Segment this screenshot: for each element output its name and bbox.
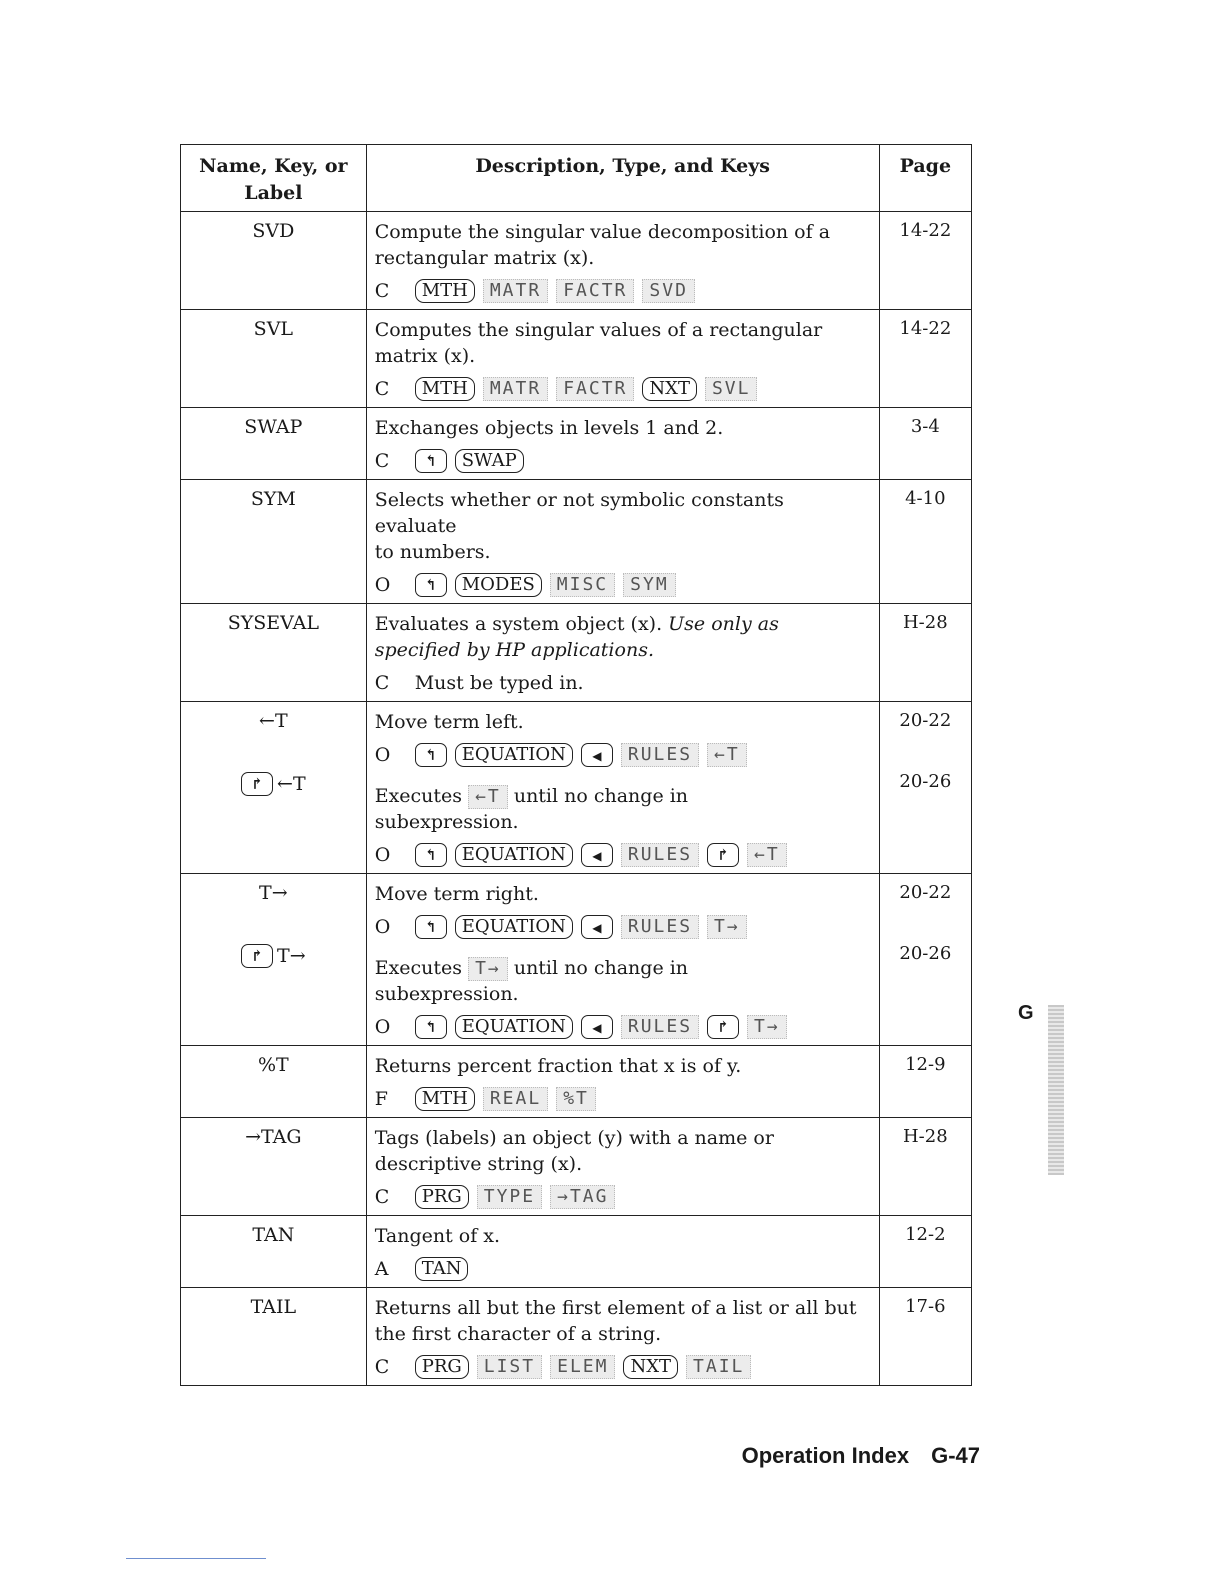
menu-label-rules: RULES [621, 743, 699, 767]
right-shift-key-icon [707, 1015, 739, 1039]
entry-name: SYM [181, 480, 367, 604]
menu-label-tail: TAIL [686, 1355, 751, 1379]
type-code: C [374, 1186, 390, 1208]
description-line: to numbers. [374, 541, 491, 563]
description-line: Tags (labels) an object (y) with a name or [374, 1127, 774, 1149]
prg-key: PRG [415, 1185, 469, 1209]
description-italic-line: specified by HP applications. [374, 639, 654, 661]
type-code: O [374, 916, 391, 938]
description-line: Returns percent fraction that x is of y. [374, 1055, 742, 1077]
description-line: Move term right. [374, 883, 539, 905]
description-line [375, 611, 871, 637]
entry-description [366, 480, 879, 604]
entry-page: 4-10 [879, 480, 971, 604]
menu-label-move-right: T→ [707, 915, 747, 939]
menu-label-rules: RULES [621, 1015, 699, 1039]
entry-description [366, 1288, 879, 1386]
mth-key: MTH [415, 279, 475, 303]
table-row [181, 480, 972, 604]
type-code: O [374, 844, 391, 866]
entry-description [366, 702, 879, 874]
menu-label-percent-t: %T [556, 1087, 596, 1111]
entry-page: 3-4 [879, 408, 971, 480]
key-sequence [375, 669, 871, 697]
key-sequence [375, 1353, 871, 1381]
left-shift-key-icon [415, 843, 447, 867]
sub-description-line [375, 955, 871, 981]
key-sequence [375, 841, 871, 869]
tan-key: TAN [415, 1257, 469, 1281]
entry-name: SVD [181, 212, 367, 310]
left-shift-key-icon [415, 573, 447, 597]
sub-entry-page: 20-26 [899, 943, 952, 964]
entry-name: %T [181, 1046, 367, 1118]
footer-title: Operation Index [741, 1443, 910, 1468]
table-row [181, 1046, 972, 1118]
back-arrow-key-icon [581, 915, 613, 939]
description-line: Selects whether or not symbolic constants evaluate [374, 489, 784, 537]
description-line: matrix (x). [374, 345, 476, 367]
type-code: C [374, 280, 390, 302]
sub-entry-name [185, 772, 362, 796]
right-shift-key-icon [707, 843, 739, 867]
description-text: until no change in [513, 785, 689, 807]
menu-label-sym: SYM [623, 573, 676, 597]
description-line: Computes the singular values of a rectangular [374, 319, 823, 341]
back-arrow-key-icon [581, 843, 613, 867]
section-tab-letter: G [1018, 1002, 1034, 1024]
equation-key: EQUATION [455, 843, 573, 867]
page-footer [742, 1443, 980, 1469]
sub-description-line: subexpression. [374, 811, 519, 833]
description-line: rectangular matrix (x). [374, 247, 595, 269]
left-shift-key-icon [415, 743, 447, 767]
swap-key: SWAP [455, 449, 524, 473]
name-column-header: Name, Key, or Label [181, 145, 367, 212]
menu-label-list: LIST [477, 1355, 542, 1379]
entry-description [366, 604, 879, 702]
left-shift-key-icon [415, 449, 447, 473]
sub-entry-page: 20-26 [899, 771, 952, 792]
description-text: Evaluates a system object (x). [374, 613, 663, 635]
table-row [181, 874, 972, 1046]
menu-label-move-left: ←T [707, 743, 747, 767]
entry-page-cell [879, 874, 971, 1046]
entry-page: 12-9 [879, 1046, 971, 1118]
menu-label-rules: RULES [621, 915, 699, 939]
description-line: Tangent of x. [374, 1225, 501, 1247]
table-row [181, 310, 972, 408]
type-code: O [374, 1016, 391, 1038]
type-code: C [374, 1356, 390, 1378]
entry-name: SWAP [181, 408, 367, 480]
entry-page: 20-22 [899, 882, 952, 903]
menu-label-matr: MATR [483, 377, 548, 401]
sub-entry-label: T→ [277, 945, 306, 967]
entry-page-cell [879, 702, 971, 874]
menu-label-to-tag: →TAG [550, 1185, 615, 1209]
entry-name: SVL [181, 310, 367, 408]
entry-name: ←T [259, 710, 288, 732]
description-text: until no change in [513, 957, 689, 979]
description-italic-text: Use only as [668, 613, 779, 635]
entry-name: T→ [259, 882, 288, 904]
entry-page: 12-2 [879, 1216, 971, 1288]
entry-name: TAIL [181, 1288, 367, 1386]
operation-index-table [180, 144, 972, 1386]
mth-key: MTH [415, 1087, 475, 1111]
nxt-key: NXT [623, 1355, 678, 1379]
type-code: A [374, 1258, 389, 1280]
type-code: F [374, 1088, 388, 1110]
key-sequence [375, 741, 871, 769]
menu-label-type: TYPE [477, 1185, 542, 1209]
menu-label-real: REAL [483, 1087, 548, 1111]
menu-label-svd: SVD [642, 279, 695, 303]
description-line: the first character of a string. [374, 1323, 662, 1345]
key-sequence [375, 571, 871, 599]
equation-key: EQUATION [455, 743, 573, 767]
key-sequence [375, 447, 871, 475]
type-code: O [374, 574, 391, 596]
table-header-row [181, 145, 972, 212]
description-line: Returns all but the first element of a list or all but [374, 1297, 857, 1319]
menu-label-move-right: T→ [747, 1015, 787, 1039]
table-row [181, 702, 972, 874]
key-sequence [375, 1255, 871, 1283]
description-line: Exchanges objects in levels 1 and 2. [374, 417, 724, 439]
page-column-header: Page [879, 145, 971, 212]
right-shift-key-icon [241, 944, 273, 968]
description-text: Executes [374, 785, 463, 807]
typed-in-note: Must be typed in. [414, 672, 584, 694]
entry-page: 20-22 [899, 710, 952, 731]
key-sequence [375, 375, 871, 403]
entry-page: 17-6 [879, 1288, 971, 1386]
prg-key: PRG [415, 1355, 469, 1379]
menu-label-move-left: ←T [468, 785, 508, 809]
type-code: C [374, 672, 390, 694]
description-line: descriptive string (x). [374, 1153, 583, 1175]
sub-entry-label: ←T [277, 773, 306, 795]
entry-page: 14-22 [879, 212, 971, 310]
left-shift-key-icon [415, 1015, 447, 1039]
menu-label-factr: FACTR [556, 279, 634, 303]
sub-entry-name [185, 944, 362, 968]
menu-label-misc: MISC [550, 573, 615, 597]
description-column-header: Description, Type, and Keys [366, 145, 879, 212]
entry-description [366, 1118, 879, 1216]
entry-page: 14-22 [879, 310, 971, 408]
equation-key: EQUATION [455, 1015, 573, 1039]
entry-description [366, 1216, 879, 1288]
right-shift-key-icon [241, 772, 273, 796]
description-line: Move term left. [374, 711, 524, 733]
table-row [181, 1288, 972, 1386]
type-code: O [374, 744, 391, 766]
entry-description [366, 874, 879, 1046]
menu-label-svl: SVL [705, 377, 758, 401]
description-text: Executes [374, 957, 463, 979]
entry-description [366, 1046, 879, 1118]
key-sequence [375, 1183, 871, 1211]
section-tab-marker [1048, 1005, 1064, 1175]
table-row [181, 212, 972, 310]
divider [126, 1558, 266, 1559]
entry-name: →TAG [181, 1118, 367, 1216]
entry-description [366, 212, 879, 310]
key-sequence [375, 277, 871, 305]
footer-page-number: G-47 [931, 1443, 980, 1468]
entry-name: SYSEVAL [181, 604, 367, 702]
key-sequence [375, 1013, 871, 1041]
table-row [181, 408, 972, 480]
left-shift-key-icon [415, 915, 447, 939]
menu-label-elem: ELEM [550, 1355, 615, 1379]
back-arrow-key-icon [581, 743, 613, 767]
mth-key: MTH [415, 377, 475, 401]
menu-label-rules: RULES [621, 843, 699, 867]
menu-label-matr: MATR [483, 279, 548, 303]
table-row [181, 1118, 972, 1216]
entry-description [366, 310, 879, 408]
entry-name-cell [181, 702, 367, 874]
menu-label-factr: FACTR [556, 377, 634, 401]
entry-page: H-28 [879, 604, 971, 702]
type-code: C [374, 378, 390, 400]
menu-label-move-left: ←T [747, 843, 787, 867]
entry-name-cell [181, 874, 367, 1046]
type-code: C [374, 450, 390, 472]
description-line: Compute the singular value decomposition of a [374, 221, 831, 243]
table-row [181, 1216, 972, 1288]
entry-name: TAN [181, 1216, 367, 1288]
nxt-key: NXT [642, 377, 697, 401]
sub-description-line [375, 783, 871, 809]
key-sequence [375, 1085, 871, 1113]
key-sequence [375, 913, 871, 941]
entry-page: H-28 [879, 1118, 971, 1216]
back-arrow-key-icon [581, 1015, 613, 1039]
equation-key: EQUATION [455, 915, 573, 939]
entry-description [366, 408, 879, 480]
sub-description-line: subexpression. [374, 983, 519, 1005]
menu-label-move-right: T→ [468, 957, 508, 981]
modes-key: MODES [455, 573, 542, 597]
table-row [181, 604, 972, 702]
